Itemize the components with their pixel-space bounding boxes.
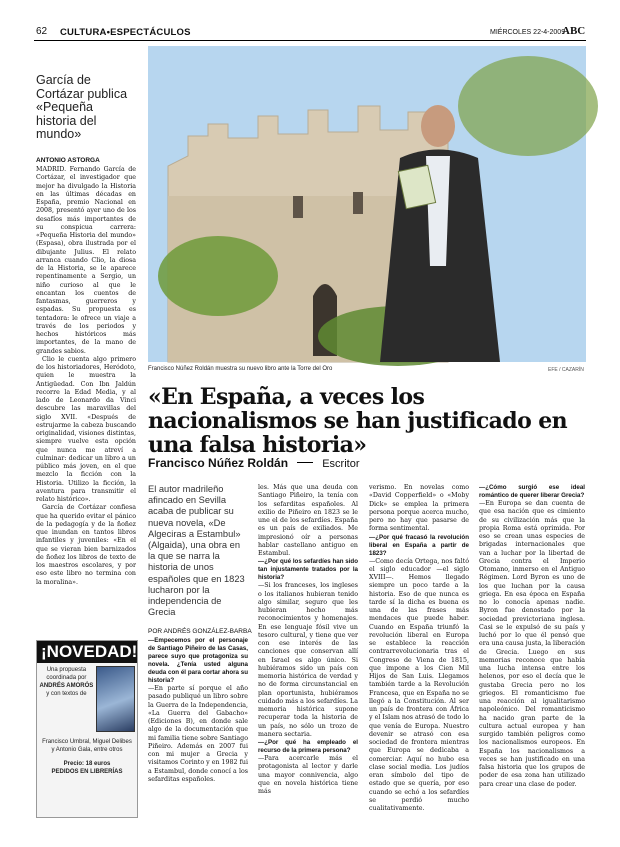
ad-text-block <box>39 666 94 732</box>
ad-line: Precio: 18 euros <box>63 761 111 767</box>
author-name: Francisco Núñez Roldán <box>148 456 289 470</box>
article-headline: «En España, a veces los nacionalismos se han justificado en una falsa historia» <box>148 384 568 458</box>
book-ad[interactable] <box>36 640 138 818</box>
sidebar-paragraph: MADRID. Fernando García de Cortázar, el investigador que mejor ha divulgado la Historia en las últimas décadas en España, premio Nacional en 2008, presentó ayer uno de los desafíos más importantes de su conspicua carrera: «Pequeña Historia del mundo» (Espasa), obra ilustrada por el dibujante Julius. El relato arranca cuando Clio, la diosa de la Historia, se le aparece repentinamente a Sergio, un niño curioso al que le encantan los cuentos de fantasmas, guerreros y espadas. Su propuesta es tentadora: le ofrece un viaje a través de los periodos y hechos históricos más importantes, de la mano de grandes sabios. <box>36 166 136 355</box>
photo-caption: Francisco Núñez Roldán muestra su nuevo libro ante la Torre del Oro <box>148 366 333 372</box>
interview-answer: —En parte sí porque el año pasado publiqué un libro sobre la Guerra de la Independencia, «La Guerra del Gabacho» (Ediciones B), en donde sale algo de la documentación que mi familia tiene sobre Santiago Piñeiro. Además en 2007 fui con mi mujer a Grecia y visitamos Corinto y en 1982 fui a Estambul, donde conocí a los sefarditas españoles. <box>148 685 248 783</box>
ad-line: Una propuesta <box>46 667 87 673</box>
header-rule <box>34 40 586 41</box>
sidebar-paragraph: García de Cortázar confiesa que ha querido evitar el pánico de la pedagogía y de la ñoñez que inundan en tantos libros infantiles y juveniles: «En el que se vieran bien barnizados de ñoñez los libros de texto de los maestros escolares, y por eso este libro no termina con la moralina». <box>36 504 136 586</box>
main-photo <box>148 46 586 362</box>
sidebar-body <box>36 166 136 634</box>
ad-line: y Antonio Gala, entre otros <box>51 747 123 753</box>
article-column-3 <box>369 484 469 839</box>
interview-answer: les. Más que una deuda con Santiago Piñeiro, la tenía con los sefarditas españoles. Al exilio de Piñeiro en 1823 se le une el de los sefardíes. España es un país de exiliados. Me impresionó oír a personas hablar castellano antiguo en Estambul. <box>258 484 358 557</box>
sidebar-paragraph: Clio le cuenta algo primero de los historiadores, Heródoto, quien le muestra la Antigüedad. Con Ibn Jaldún recorre la Edad Media, y al lado de Leonardo da Vinci descubre las maravillas del siglo XVII. «Después de estrujarme la cabeza buscando originalidad, visiones distintas, siempre vuelve esta opción que nunca me atreví a culminar: dedicar un libro a un público más joven, en el que mezclo la ficción con la Historia. Utilizo la ficción, la aventura para transmitir el relato histórico». <box>36 355 136 503</box>
issue-date: MIÉRCOLES 22-4-2009 <box>490 29 566 36</box>
article-intro: El autor madrileño afincado en Sevilla acaba de publicar su nueva novela, «De Algeciras a Estambul» (Algaida), una obra en la que se narra la historia de unos españoles que en 1823 lucharon por la independencia de Grecia <box>148 484 245 618</box>
sidebar-byline: ANTONIO ASTORGA <box>36 157 100 164</box>
article-column-1 <box>148 637 248 837</box>
author-divider <box>297 462 313 463</box>
interview-answer: —Si los franceses, los ingleses o los italianos hubieran tenido algo similar, seguro que les hubieran hecho más reconocimientos y homenajes. En ese lenguaje fósil vive un tesoro cultural, y tiene que ver con ese interés de las canciones que conservan allí en Israel es algo único. Si hubiéramos sido un país con memoria histórica de verdad y no de forma circunstancial en plan oportunista, hubiéramos cuidado más a los sefardíes. La memoria histórica supone recuperar toda la historia de un país, no sólo un trozo de manera sectaria. <box>258 582 358 738</box>
article-byline: POR ANDRÉS GONZÁLEZ-BARBA <box>148 628 252 635</box>
author-line <box>148 452 588 468</box>
interview-question: —Empecemos por el personaje de Santiago Piñeiro de las Casas, parece suyo que protagoniza su novela. ¿Tenía usted alguna deuda con él para cortar ahora su historia? <box>148 637 248 684</box>
interview-question: —¿Cómo surgió ese ideal romántico de querer liberar Grecia? <box>479 484 585 499</box>
section-title: CULTURA•ESPECTÁCULOS <box>60 27 191 38</box>
ad-title: ¡NOVEDAD! <box>37 641 137 663</box>
interview-answer: verismo. En novelas como «David Copperfield» o «Moby Dick» se emplea la primera persona porque acerca mucho, pero no hay que pasarse de forma sentimental. <box>369 484 469 533</box>
ad-line: Francisco Umbral, Miguel Delibes <box>42 739 132 745</box>
ad-line: y con textos de <box>46 691 87 697</box>
interview-answer: —En Europa se dan cuenta de que esa nación que es cimiento de su civilización más que la propia Roma está oprimida. Por eso se crean unas especies de brigadas internacionales que van a luchar por la libertad de Grecia contra el Imperio Otomano, inmerso en el Antiguo Régimen. Lord Byron es uno de los que luchan por la causa griega. En esa época en España no lo conocía apenas nadie. Byron fue denostado por la sociedad previctoriana inglesa. Casi se le expulsó de su país y luchó por lo que él pensó que era una causa justa, la liberación de Grecia. Luego en sus memorias reconoce que había una lucha intensa entre los helenos, por eso el decía que le gustaba Grecia pero no los griegos. El romanticismo fue una reacción al igualitarismo napoleónico. Del romanticismo ha nacido gran parte de la cultura actual europea y han surgido también peligros como los nacionalismos europeos. En España los nacionalismos a veces se han justificado en una falsa historia que los grupos de poder de esa zona han utilizado para crear una clase de poder. <box>479 500 585 788</box>
sidebar-title: García de Cortázar publica «Pequeña historia del mundo» <box>36 73 128 141</box>
interview-question: —¿Por qué fracasó la revolución liberal en España a partir de 1823? <box>369 533 469 557</box>
author-role: Escritor <box>322 458 360 470</box>
article-column-4 <box>479 484 585 839</box>
interview-answer: —Como decía Ortega, nos faltó el siglo educador —el siglo XVIII—. Hemos llegado siempre un poco tarde a la historia. Eso de que nunca es tarde sí la dicha es buena es una de las frases más mendaces que puede haber. Cuando en España triunfó la revolución liberal en Europa se establece la reacción contrarrevolucionaria tras el Congreso de Viena de 1815, que impone a los Cien Mil Hijos de San Luis. Llegamos también tarde a la Revolución Francesa, que en España no se llegó a la Constitución. Al ser un país de frontera con África y el Islam nos atrasó de todo lo que venía de Europa. Nuestro devenir se atrasó con esa sociedad de frontera mientras que Europa se dedicaba a comerciar. Aquí no hubo esa clase social media. Los judíos eran símbolo del tipo de estado que se quería, por eso cuando se echó a los sefardíes se perdió mucho cualitativamente. <box>369 557 469 812</box>
ad-line: coordinada por <box>46 675 87 681</box>
interview-answer: —Para acercarle más el protagonista al lector y darle una mayor connivencia, algo que en novela histórica tiene más <box>258 755 358 795</box>
ad-line: ANDRÉS AMORÓS <box>39 683 94 689</box>
photo-illustration <box>148 46 586 362</box>
article-column-2 <box>258 484 358 839</box>
ad-line: PEDIDOS EN LIBRERÍAS <box>51 769 123 775</box>
newspaper-logo: ABC <box>562 25 586 37</box>
page-number: 62 <box>36 26 48 37</box>
interview-question: —¿Por qué los sefardíes han sido tan injustamente tratados por la historia? <box>258 558 358 582</box>
book-cover-image <box>96 666 135 732</box>
interview-question: —¿Por qué ha empleado el recurso de la primera persona? <box>258 739 358 754</box>
photo-credit: EFE / CAZARÍN <box>548 367 584 373</box>
